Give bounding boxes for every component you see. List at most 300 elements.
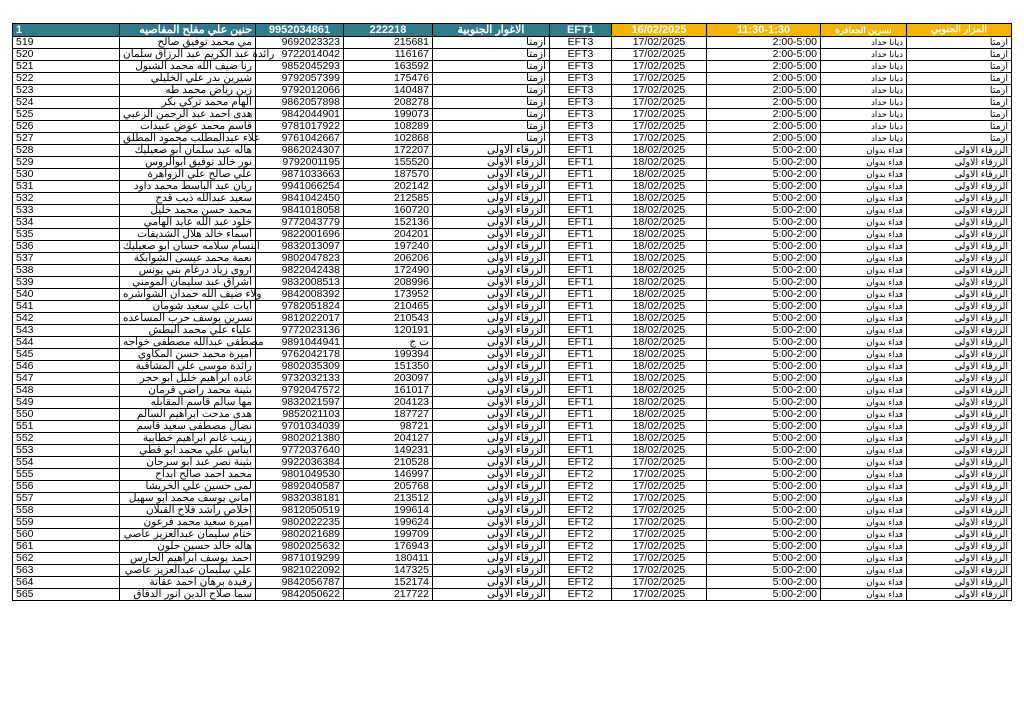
time-cell[interactable]: 5:00-2:00 [707,493,821,505]
name-cell[interactable]: نسرين يوسف حرب المساعده [120,313,256,325]
location-cell[interactable]: الزرقاء الاولى [907,553,1012,565]
directorate-cell[interactable]: الزرقاء الاولى [433,421,550,433]
header-cell-location[interactable]: المزار الجنوبي [907,24,1012,37]
number-cell[interactable]: 175476 [344,73,433,85]
group-cell[interactable]: EFT1 [550,325,612,337]
serial-cell[interactable]: 554 [13,457,120,469]
serial-cell[interactable]: 542 [13,313,120,325]
group-cell[interactable]: EFT3 [550,121,612,133]
date-cell[interactable]: 18/02/2025 [612,361,707,373]
directorate-cell[interactable]: الزرقاء الاولى [433,517,550,529]
header-cell-date[interactable]: 16/02/2025 [612,24,707,37]
directorate-cell[interactable]: الزرقاء الاولى [433,493,550,505]
number-cell[interactable]: 163592 [344,61,433,73]
time-cell[interactable]: 2:00-5:00 [707,109,821,121]
trainer-cell[interactable]: فداء بدوان [821,193,907,205]
directorate-cell[interactable]: ازمتا [433,109,550,121]
group-cell[interactable]: EFT1 [550,265,612,277]
trainer-cell[interactable]: فداء بدوان [821,265,907,277]
name-cell[interactable]: مها سالم قاسم المقابله [120,397,256,409]
trainer-cell[interactable]: فداء بدوان [821,577,907,589]
directorate-cell[interactable]: الزرقاء الاولى [433,193,550,205]
national-id-cell[interactable]: 9922036384 [256,457,344,469]
number-cell[interactable]: 204127 [344,433,433,445]
national-id-cell[interactable]: 9941066254 [256,181,344,193]
name-cell[interactable]: اروى زياد درغام بني يونس [120,265,256,277]
serial-cell[interactable]: 559 [13,517,120,529]
national-id-cell[interactable]: 9832038181 [256,493,344,505]
directorate-cell[interactable]: الزرقاء الاولى [433,301,550,313]
directorate-cell[interactable]: ازمتا [433,37,550,49]
location-cell[interactable]: الزرقاء الاولى [907,337,1012,349]
national-id-cell[interactable]: 9792057399 [256,73,344,85]
trainer-cell[interactable]: فداء بدوان [821,409,907,421]
number-cell[interactable]: 206206 [344,253,433,265]
number-cell[interactable]: 187727 [344,409,433,421]
time-cell[interactable]: 5:00-2:00 [707,505,821,517]
serial-cell[interactable]: 552 [13,433,120,445]
directorate-cell[interactable]: الزرقاء الاولى [433,565,550,577]
trainer-cell[interactable]: فداء بدوان [821,277,907,289]
national-id-cell[interactable]: 9832008513 [256,277,344,289]
directorate-cell[interactable]: ازمتا [433,121,550,133]
time-cell[interactable]: 5:00-2:00 [707,253,821,265]
time-cell[interactable]: 2:00-5:00 [707,61,821,73]
national-id-cell[interactable]: 9822042438 [256,265,344,277]
national-id-cell[interactable]: 9782051824 [256,301,344,313]
time-cell[interactable]: 5:00-2:00 [707,265,821,277]
date-cell[interactable]: 17/02/2025 [612,457,707,469]
national-id-cell[interactable]: 9801049530 [256,469,344,481]
serial-cell[interactable]: 537 [13,253,120,265]
serial-cell[interactable]: 539 [13,277,120,289]
name-cell[interactable]: مي محمد توفيق صالح [120,37,256,49]
trainer-cell[interactable]: فداء بدوان [821,517,907,529]
trainer-cell[interactable]: فداء بدوان [821,529,907,541]
date-cell[interactable]: 17/02/2025 [612,541,707,553]
serial-cell[interactable]: 527 [13,133,120,145]
trainer-cell[interactable]: فداء بدوان [821,337,907,349]
number-cell[interactable]: 208278 [344,97,433,109]
number-cell[interactable]: 149231 [344,445,433,457]
group-cell[interactable]: EFT1 [550,169,612,181]
time-cell[interactable]: 5:00-2:00 [707,421,821,433]
trainer-cell[interactable]: فداء بدوان [821,445,907,457]
number-cell[interactable]: 160720 [344,205,433,217]
location-cell[interactable]: الزرقاء الاولى [907,421,1012,433]
location-cell[interactable]: الزرقاء الاولى [907,241,1012,253]
name-cell[interactable]: ريان عبد الباسط محمد داود [120,181,256,193]
name-cell[interactable]: اميرة سعيد محمد فرعون [120,517,256,529]
location-cell[interactable]: الزرقاء الاولى [907,205,1012,217]
time-cell[interactable]: 5:00-2:00 [707,241,821,253]
trainer-cell[interactable]: فداء بدوان [821,289,907,301]
time-cell[interactable]: 2:00-5:00 [707,85,821,97]
location-cell[interactable]: الزرقاء الاولى [907,577,1012,589]
trainer-cell[interactable]: فداء بدوان [821,349,907,361]
number-cell[interactable]: 173952 [344,289,433,301]
group-cell[interactable]: EFT2 [550,517,612,529]
name-cell[interactable]: مصطفى عبدالله مصطفى خواجه [120,337,256,349]
date-cell[interactable]: 18/02/2025 [612,181,707,193]
trainer-cell[interactable]: ديانا حداد [821,49,907,61]
date-cell[interactable]: 17/02/2025 [612,49,707,61]
location-cell[interactable]: ازمتا [907,85,1012,97]
location-cell[interactable]: الزرقاء الاولى [907,277,1012,289]
directorate-cell[interactable]: الزرقاء الاولى [433,217,550,229]
name-cell[interactable]: لمى حسين علي الخريشا [120,481,256,493]
number-cell[interactable]: 212585 [344,193,433,205]
serial-cell[interactable]: 529 [13,157,120,169]
date-cell[interactable]: 18/02/2025 [612,421,707,433]
group-cell[interactable]: EFT1 [550,445,612,457]
name-cell[interactable]: سعيد عبدالله ذيب قدح [120,193,256,205]
directorate-cell[interactable]: الزرقاء الاولى [433,589,550,601]
date-cell[interactable]: 17/02/2025 [612,61,707,73]
serial-cell[interactable]: 536 [13,241,120,253]
group-cell[interactable]: EFT2 [550,505,612,517]
directorate-cell[interactable]: الزرقاء الاولى [433,481,550,493]
location-cell[interactable]: الزرقاء الاولى [907,325,1012,337]
header-cell-group[interactable]: EFT1 [550,24,612,37]
trainer-cell[interactable]: فداء بدوان [821,433,907,445]
serial-cell[interactable]: 547 [13,373,120,385]
name-cell[interactable]: اسماء خالد هلال الشديفات [120,229,256,241]
date-cell[interactable]: 17/02/2025 [612,517,707,529]
trainer-cell[interactable]: فداء بدوان [821,325,907,337]
directorate-cell[interactable]: الزرقاء الاولى [433,313,550,325]
national-id-cell[interactable]: 9841018058 [256,205,344,217]
trainer-cell[interactable]: فداء بدوان [821,241,907,253]
serial-cell[interactable]: 538 [13,265,120,277]
serial-cell[interactable]: 524 [13,97,120,109]
group-cell[interactable]: EFT1 [550,361,612,373]
name-cell[interactable]: علياء علي محمد البطش [120,325,256,337]
name-cell[interactable]: هدى احمد عبد الرحمن الزعبي [120,109,256,121]
national-id-cell[interactable]: 9772023136 [256,325,344,337]
time-cell[interactable]: 2:00-5:00 [707,73,821,85]
location-cell[interactable]: الزرقاء الاولى [907,589,1012,601]
number-cell[interactable]: 147325 [344,565,433,577]
header-cell-number[interactable]: 222218 [344,24,433,37]
header-cell-national-id[interactable]: 9952034861 [256,24,344,37]
trainer-cell[interactable]: فداء بدوان [821,397,907,409]
group-cell[interactable]: EFT1 [550,253,612,265]
number-cell[interactable]: 199624 [344,517,433,529]
trainer-cell[interactable]: ديانا حداد [821,61,907,73]
trainer-cell[interactable]: فداء بدوان [821,541,907,553]
location-cell[interactable]: الزرقاء الاولى [907,193,1012,205]
date-cell[interactable]: 18/02/2025 [612,385,707,397]
directorate-cell[interactable]: الزرقاء الاولى [433,229,550,241]
location-cell[interactable]: ازمتا [907,37,1012,49]
location-cell[interactable]: الزرقاء الاولى [907,349,1012,361]
time-cell[interactable]: 5:00-2:00 [707,217,821,229]
serial-cell[interactable]: 541 [13,301,120,313]
directorate-cell[interactable]: ازمتا [433,85,550,97]
name-cell[interactable]: بثينة نصر عبد ابو سرحان [120,457,256,469]
header-cell-name[interactable]: حنين علي مفلح المفاصيه [120,24,256,37]
national-id-cell[interactable]: 9821022092 [256,565,344,577]
date-cell[interactable]: 17/02/2025 [612,133,707,145]
directorate-cell[interactable]: الزرقاء الاولى [433,349,550,361]
directorate-cell[interactable]: الزرقاء الاولى [433,385,550,397]
serial-cell[interactable]: 519 [13,37,120,49]
date-cell[interactable]: 17/02/2025 [612,73,707,85]
date-cell[interactable]: 18/02/2025 [612,301,707,313]
group-cell[interactable]: EFT1 [550,229,612,241]
time-cell[interactable]: 5:00-2:00 [707,361,821,373]
number-cell[interactable]: 203097 [344,373,433,385]
group-cell[interactable]: EFT3 [550,61,612,73]
directorate-cell[interactable]: الزرقاء الاولى [433,145,550,157]
location-cell[interactable]: الزرقاء الاولى [907,301,1012,313]
national-id-cell[interactable]: 9772043779 [256,217,344,229]
time-cell[interactable]: 5:00-2:00 [707,553,821,565]
national-id-cell[interactable]: 9762042178 [256,349,344,361]
national-id-cell[interactable]: 9802047823 [256,253,344,265]
name-cell[interactable]: رائدة عبد الكريم عبد الرزاق سلمان [120,49,256,61]
time-cell[interactable]: 5:00-2:00 [707,469,821,481]
name-cell[interactable]: زينب غانم ابراهيم خطابية [120,433,256,445]
serial-cell[interactable]: 534 [13,217,120,229]
group-cell[interactable]: EFT1 [550,145,612,157]
directorate-cell[interactable]: الزرقاء الاولى [433,373,550,385]
location-cell[interactable]: الزرقاء الاولى [907,517,1012,529]
directorate-cell[interactable]: الزرقاء الاولى [433,577,550,589]
location-cell[interactable]: الزرقاء الاولى [907,217,1012,229]
trainer-cell[interactable]: فداء بدوان [821,457,907,469]
group-cell[interactable]: EFT1 [550,289,612,301]
serial-cell[interactable]: 550 [13,409,120,421]
serial-cell[interactable]: 544 [13,337,120,349]
trainer-cell[interactable]: ديانا حداد [821,37,907,49]
national-id-cell[interactable]: 9852021103 [256,409,344,421]
group-cell[interactable]: EFT2 [550,457,612,469]
group-cell[interactable]: EFT1 [550,277,612,289]
trainer-cell[interactable]: فداء بدوان [821,313,907,325]
date-cell[interactable]: 18/02/2025 [612,193,707,205]
name-cell[interactable]: نور خالد توفيق ابوالروس [120,157,256,169]
trainer-cell[interactable]: ديانا حداد [821,133,907,145]
location-cell[interactable]: ازمتا [907,109,1012,121]
location-cell[interactable]: ازمتا [907,133,1012,145]
national-id-cell[interactable]: 9692023323 [256,37,344,49]
group-cell[interactable]: EFT1 [550,301,612,313]
serial-cell[interactable]: 532 [13,193,120,205]
national-id-cell[interactable]: 9842050622 [256,589,344,601]
directorate-cell[interactable]: الزرقاء الاولى [433,205,550,217]
location-cell[interactable]: الزرقاء الاولى [907,457,1012,469]
name-cell[interactable]: شيرين بدر علي الخليلي [120,73,256,85]
directorate-cell[interactable]: الزرقاء الاولى [433,445,550,457]
number-cell[interactable]: 213512 [344,493,433,505]
serial-cell[interactable]: 562 [13,553,120,565]
trainer-cell[interactable]: ديانا حداد [821,121,907,133]
directorate-cell[interactable]: الزرقاء الاولى [433,457,550,469]
time-cell[interactable]: 5:00-2:00 [707,541,821,553]
serial-cell[interactable]: 557 [13,493,120,505]
directorate-cell[interactable]: الزرقاء الاولى [433,337,550,349]
date-cell[interactable]: 18/02/2025 [612,145,707,157]
national-id-cell[interactable]: 9802021689 [256,529,344,541]
directorate-cell[interactable]: الزرقاء الاولى [433,325,550,337]
national-id-cell[interactable]: 9842056787 [256,577,344,589]
time-cell[interactable]: 2:00-5:00 [707,121,821,133]
number-cell[interactable]: 187570 [344,169,433,181]
location-cell[interactable]: الزرقاء الاولى [907,529,1012,541]
name-cell[interactable]: علي صالح علي الزواهرة [120,169,256,181]
location-cell[interactable]: الزرقاء الاولى [907,373,1012,385]
group-cell[interactable]: EFT2 [550,589,612,601]
national-id-cell[interactable]: 9822001696 [256,229,344,241]
time-cell[interactable]: 5:00-2:00 [707,337,821,349]
date-cell[interactable]: 17/02/2025 [612,469,707,481]
group-cell[interactable]: EFT2 [550,469,612,481]
number-cell[interactable]: 215681 [344,37,433,49]
time-cell[interactable]: 2:00-5:00 [707,49,821,61]
time-cell[interactable]: 5:00-2:00 [707,457,821,469]
time-cell[interactable]: 5:00-2:00 [707,589,821,601]
national-id-cell[interactable]: 9722014042 [256,49,344,61]
number-cell[interactable]: 120191 [344,325,433,337]
location-cell[interactable]: الزرقاء الاولى [907,145,1012,157]
directorate-cell[interactable]: الزرقاء الاولى [433,253,550,265]
national-id-cell[interactable]: 9871019299 [256,553,344,565]
date-cell[interactable]: 18/02/2025 [612,409,707,421]
name-cell[interactable]: نضال مصطفى سعيد قاسم [120,421,256,433]
time-cell[interactable]: 5:00-2:00 [707,205,821,217]
location-cell[interactable]: الزرقاء الاولى [907,445,1012,457]
directorate-cell[interactable]: الزرقاء الاولى [433,505,550,517]
location-cell[interactable]: الزرقاء الاولى [907,313,1012,325]
location-cell[interactable]: الزرقاء الاولى [907,253,1012,265]
group-cell[interactable]: EFT3 [550,73,612,85]
serial-cell[interactable]: 522 [13,73,120,85]
date-cell[interactable]: 18/02/2025 [612,277,707,289]
location-cell[interactable]: الزرقاء الاولى [907,505,1012,517]
time-cell[interactable]: 5:00-2:00 [707,277,821,289]
date-cell[interactable]: 18/02/2025 [612,241,707,253]
number-cell[interactable]: 199073 [344,109,433,121]
serial-cell[interactable]: 548 [13,385,120,397]
number-cell[interactable]: 180411 [344,553,433,565]
name-cell[interactable]: ختام سليمان عبدالعزيز عاصي [120,529,256,541]
directorate-cell[interactable]: الزرقاء الاولى [433,397,550,409]
trainer-cell[interactable]: فداء بدوان [821,253,907,265]
name-cell[interactable]: رفيدة برهان احمد عقاتة [120,577,256,589]
group-cell[interactable]: EFT1 [550,193,612,205]
time-cell[interactable]: 5:00-2:00 [707,433,821,445]
group-cell[interactable]: EFT1 [550,217,612,229]
group-cell[interactable]: EFT1 [550,181,612,193]
serial-cell[interactable]: 526 [13,121,120,133]
national-id-cell[interactable]: 9792012066 [256,85,344,97]
name-cell[interactable]: قاسم محمد عوض عبيدات [120,121,256,133]
number-cell[interactable]: 176943 [344,541,433,553]
serial-cell[interactable]: 563 [13,565,120,577]
number-cell[interactable]: 172490 [344,265,433,277]
national-id-cell[interactable]: 9842044901 [256,109,344,121]
group-cell[interactable]: EFT1 [550,373,612,385]
national-id-cell[interactable]: 9832013097 [256,241,344,253]
serial-cell[interactable]: 555 [13,469,120,481]
national-id-cell[interactable]: 9792001195 [256,157,344,169]
time-cell[interactable]: 5:00-2:00 [707,193,821,205]
time-cell[interactable]: 5:00-2:00 [707,529,821,541]
number-cell[interactable]: 210528 [344,457,433,469]
location-cell[interactable]: الزرقاء الاولى [907,469,1012,481]
serial-cell[interactable]: 561 [13,541,120,553]
time-cell[interactable]: 5:00-2:00 [707,385,821,397]
number-cell[interactable]: 204201 [344,229,433,241]
time-cell[interactable]: 5:00-2:00 [707,349,821,361]
trainer-cell[interactable]: فداء بدوان [821,469,907,481]
directorate-cell[interactable]: الزرقاء الاولى [433,181,550,193]
directorate-cell[interactable]: الزرقاء الاولى [433,469,550,481]
number-cell[interactable]: 217722 [344,589,433,601]
date-cell[interactable]: 18/02/2025 [612,373,707,385]
name-cell[interactable]: نعمة محمد عيسى الشوابكة [120,253,256,265]
name-cell[interactable]: سما صلاح الدين انور الدقاق [120,589,256,601]
serial-cell[interactable]: 523 [13,85,120,97]
directorate-cell[interactable]: الزرقاء الاولى [433,277,550,289]
time-cell[interactable]: 2:00-5:00 [707,37,821,49]
group-cell[interactable]: EFT2 [550,481,612,493]
number-cell[interactable]: 152174 [344,577,433,589]
location-cell[interactable]: ازمتا [907,73,1012,85]
number-cell[interactable]: ت ج [344,337,433,349]
name-cell[interactable]: اماني يوسف محمد ابو سهيل [120,493,256,505]
serial-cell[interactable]: 530 [13,169,120,181]
group-cell[interactable]: EFT2 [550,529,612,541]
directorate-cell[interactable]: ازمتا [433,97,550,109]
directorate-cell[interactable]: الزرقاء الاولى [433,409,550,421]
group-cell[interactable]: EFT2 [550,553,612,565]
number-cell[interactable]: 199394 [344,349,433,361]
directorate-cell[interactable]: الزرقاء الاولى [433,289,550,301]
date-cell[interactable]: 17/02/2025 [612,481,707,493]
name-cell[interactable]: هدى مدحت ابراهيم السالم [120,409,256,421]
time-cell[interactable]: 5:00-2:00 [707,169,821,181]
location-cell[interactable]: الزرقاء الاولى [907,397,1012,409]
date-cell[interactable]: 18/02/2025 [612,349,707,361]
group-cell[interactable]: EFT1 [550,421,612,433]
trainer-cell[interactable]: فداء بدوان [821,553,907,565]
name-cell[interactable]: غاده ابراهيم خليل ابو حجر [120,373,256,385]
date-cell[interactable]: 17/02/2025 [612,493,707,505]
serial-cell[interactable]: 549 [13,397,120,409]
directorate-cell[interactable]: الزرقاء الاولى [433,541,550,553]
header-cell-trainer[interactable]: نسرين الجعافرة [821,24,907,37]
group-cell[interactable]: EFT3 [550,109,612,121]
number-cell[interactable]: 146997 [344,469,433,481]
time-cell[interactable]: 5:00-2:00 [707,517,821,529]
serial-cell[interactable]: 546 [13,361,120,373]
time-cell[interactable]: 5:00-2:00 [707,481,821,493]
serial-cell[interactable]: 545 [13,349,120,361]
date-cell[interactable]: 17/02/2025 [612,37,707,49]
time-cell[interactable]: 5:00-2:00 [707,373,821,385]
number-cell[interactable]: 161017 [344,385,433,397]
national-id-cell[interactable]: 9781017922 [256,121,344,133]
group-cell[interactable]: EFT3 [550,37,612,49]
serial-cell[interactable]: 540 [13,289,120,301]
name-cell[interactable]: رنا ضيف الله محمد الشبول [120,61,256,73]
location-cell[interactable]: الزرقاء الاولى [907,385,1012,397]
national-id-cell[interactable]: 9802025632 [256,541,344,553]
serial-cell[interactable]: 535 [13,229,120,241]
